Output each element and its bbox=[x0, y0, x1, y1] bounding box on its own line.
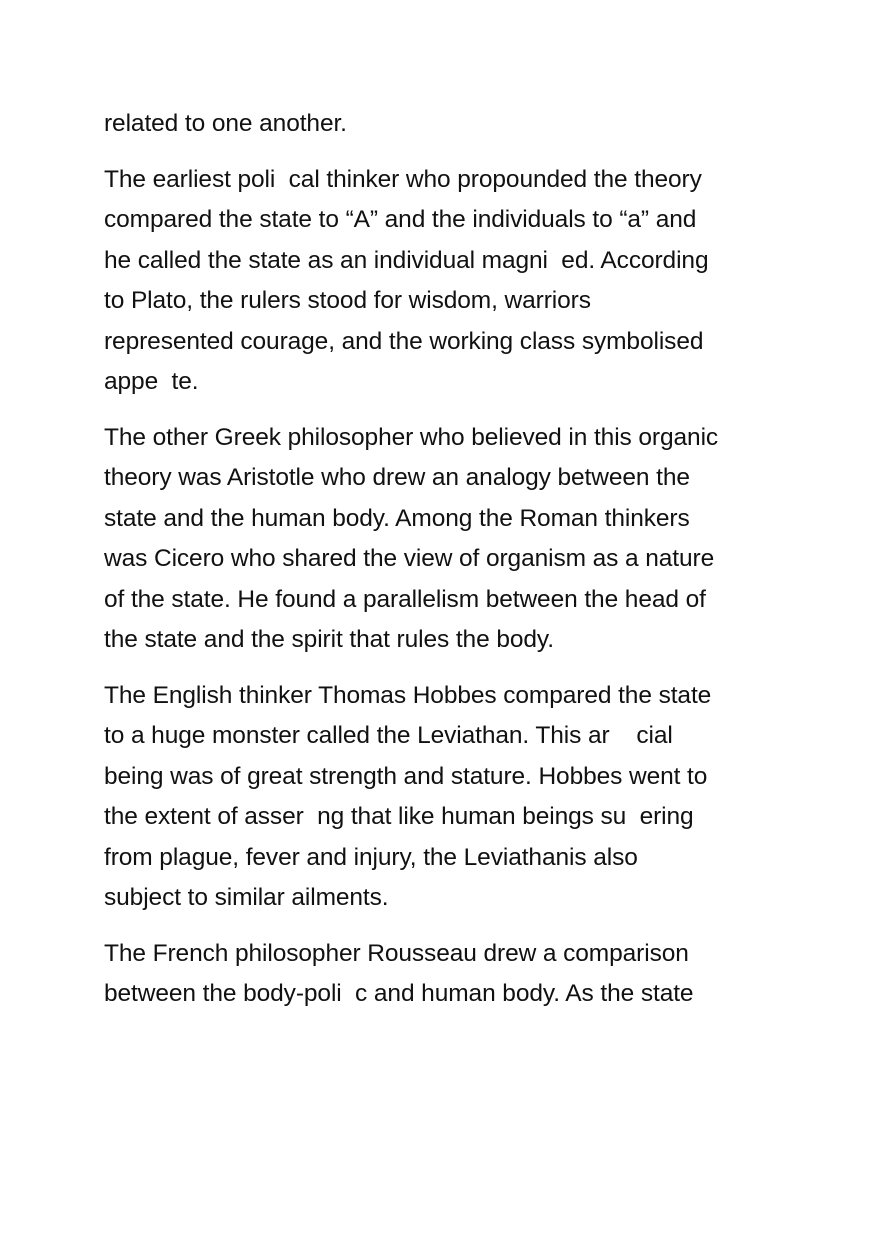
paragraph-4 bbox=[104, 676, 804, 919]
text-line: to a huge monster called the Leviathan. This ar cial bbox=[104, 722, 673, 749]
paragraph-2 bbox=[104, 160, 804, 403]
text-line: the extent of asser ng that like human beings su ering bbox=[104, 803, 694, 830]
text-line: to Plato, the rulers stood for wisdom, warriors bbox=[104, 287, 591, 314]
paragraph-3 bbox=[104, 418, 804, 661]
text-line: compared the state to “A” and the individuals to “a” and bbox=[104, 206, 697, 233]
text-line: was Cicero who shared the view of organism as a nature bbox=[104, 545, 715, 572]
text-line: he called the state as an individual magni ed. According bbox=[104, 246, 709, 274]
text-line: appe te. bbox=[104, 368, 199, 395]
text-line: related to one another. bbox=[104, 110, 347, 137]
text-line: represented courage, and the working class symbolised bbox=[104, 327, 704, 355]
text-line: The French philosopher Rousseau drew a comparison bbox=[104, 939, 689, 967]
text-line: from plague, fever and injury, the Leviathanis also bbox=[104, 843, 638, 871]
paragraph-5 bbox=[104, 934, 804, 1015]
text-line: the state and the spirit that rules the body. bbox=[104, 626, 554, 653]
text-line: being was of great strength and stature. Hobbes went to bbox=[104, 762, 708, 790]
text-line: The English thinker Thomas Hobbes compared the state bbox=[104, 681, 712, 709]
text-line: of the state. He found a parallelism between the head of bbox=[104, 585, 706, 613]
text-line: between the body-poli c and human body. As the state bbox=[104, 980, 694, 1007]
paragraph-1 bbox=[104, 104, 804, 145]
text-line: theory was Aristotle who drew an analogy between the bbox=[104, 464, 690, 491]
text-line: The other Greek philosopher who believed in this organic bbox=[104, 423, 719, 451]
text-line: The earliest poli cal thinker who propounded the theory bbox=[104, 165, 702, 193]
text-line: state and the human body. Among the Roman thinkers bbox=[104, 504, 690, 532]
text-line: subject to similar ailments. bbox=[104, 884, 389, 911]
body-text bbox=[104, 104, 804, 1030]
